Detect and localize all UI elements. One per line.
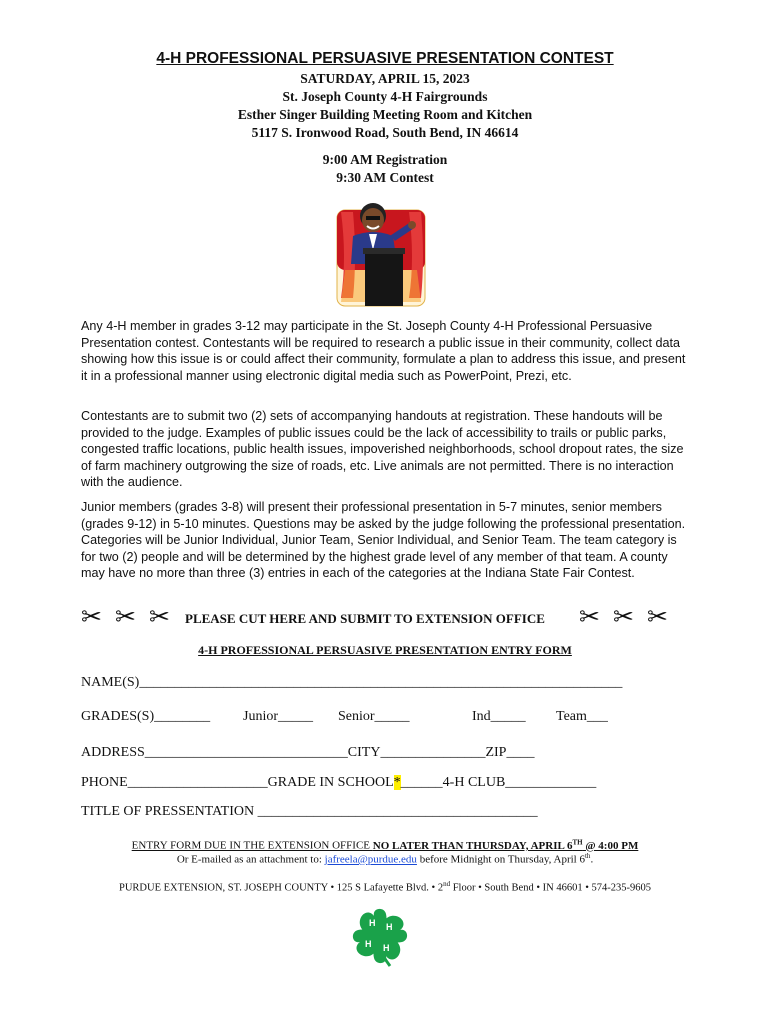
presentation-title-field[interactable]: TITLE OF PRESSENTATION ________________________________________: [81, 804, 538, 819]
event-venue: St. Joseph County 4-H Fairgrounds: [282, 89, 488, 104]
event-room: Esther Singer Building Meeting Room and Kitchen: [237, 107, 533, 122]
footer-b: Floor • South Bend • IN 46601 • 574-235-9605: [450, 882, 651, 894]
email-sup: th: [584, 852, 591, 860]
footer-contact: [0, 880, 770, 894]
scissors-icon: ✂: [115, 604, 136, 631]
due-notice: [0, 838, 770, 852]
scissors-icon: ✂: [81, 604, 102, 631]
due-text: ENTRY FORM DUE IN THE EXTENSION OFFICE: [131, 839, 373, 852]
entry-form-title: 4-H PROFESSIONAL PERSUASIVE PRESENTATION ENTRY FORM: [198, 643, 572, 657]
cut-line: [81, 606, 681, 630]
scissors-icon: ✂: [647, 604, 668, 631]
svg-text:H: H: [383, 943, 390, 953]
four-h-clover-logo: [350, 906, 410, 968]
registration-time: 9:00 AM Registration: [322, 152, 448, 167]
phone-grade-label: PHONE____________________GRADE IN SCHOOL: [81, 775, 394, 790]
phone-grade-club-row[interactable]: [81, 775, 596, 791]
page-title: 4-H PROFESSIONAL PERSUASIVE PRESENTATION CONTEST: [156, 50, 614, 67]
senior-field[interactable]: Senior_____: [338, 709, 410, 724]
due-sup: TH: [572, 838, 583, 846]
email-link[interactable]: jafreela@purdue.edu: [324, 853, 417, 866]
svg-text:H: H: [386, 922, 393, 932]
contest-time: 9:30 AM Contest: [336, 170, 434, 185]
names-field[interactable]: NAME(S)_____________________________________________________________________: [81, 675, 623, 690]
email-period: .: [590, 853, 594, 866]
svg-text:H: H: [369, 918, 376, 928]
event-date: SATURDAY, APRIL 15, 2023: [300, 71, 470, 86]
scissors-icon: ✂: [149, 604, 170, 631]
team-field[interactable]: Team___: [556, 709, 608, 724]
due-deadline: NO LATER THAN THURSDAY, APRIL 6: [372, 839, 573, 852]
required-asterisk: *: [393, 775, 401, 790]
scissors-icon: ✂: [613, 604, 634, 631]
svg-text:H: H: [365, 939, 372, 949]
footer-sup: nd: [443, 880, 451, 888]
intro-paragraph: Any 4-H member in grades 3-12 may participate in the St. Joseph County 4-H Professional Persuasive Presentation contest. Contestants will be required to research a public issue in their community, collect data showing how this issue is or could affect their community, formulate a plan to address this issue, and present it in a professional manner using electronic digital media such as PowerPoint, Prezi, etc.: [81, 319, 686, 383]
club-field: ______4-H CLUB_____________: [400, 775, 597, 790]
event-address: 5117 S. Ironwood Road, South Bend, IN 46614: [251, 125, 519, 140]
presenter-illustration: [335, 198, 427, 308]
email-deadline: before Midnight on Thursday, April 6: [416, 853, 585, 866]
grades-field[interactable]: GRADES(S)________: [81, 709, 211, 724]
footer-a: PURDUE EXTENSION, ST. JOSEPH COUNTY • 125 S Lafayette Blvd. • 2: [119, 882, 444, 894]
due-time: @ 4:00 PM: [582, 839, 639, 852]
cut-instruction: PLEASE CUT HERE AND SUBMIT TO EXTENSION OFFICE: [185, 611, 545, 626]
handouts-paragraph: Contestants are to submit two (2) sets of accompanying handouts at registration. These handouts will be provided to the judge. Examples of public issues could be the lack of accessibility to trails or public parks, congested traffic locations, public health issues, impoverished neighborhoods, school dropout rates, the size of farm machinery outgrowing the size of roads, etc. Live animals are not permitted. There is no interaction with the audience.: [81, 409, 684, 490]
email-text: Or E-mailed as an attachment to:: [176, 853, 325, 866]
junior-field[interactable]: Junior_____: [243, 709, 313, 724]
individual-field[interactable]: Ind_____: [472, 709, 526, 724]
address-field[interactable]: ADDRESS_____________________________CITY_______________ZIP____: [81, 745, 535, 760]
email-notice: [0, 852, 770, 866]
scissors-icon: ✂: [579, 604, 600, 631]
categories-paragraph: Junior members (grades 3-8) will present their professional presentation in 5-7 minutes, senior members (grades 9-12) in 5-10 minutes. Questions may be asked by the judge following the professional presentation. Categories will be Junior Individual, Junior Team, Senior Individual, and Senior Team. The team category is for two (2) people and will be determined by the highest grade level of any member of that team. A county may have no more than three (3) entries in each of the categories at the Indiana State Fair Contest.: [81, 500, 686, 581]
